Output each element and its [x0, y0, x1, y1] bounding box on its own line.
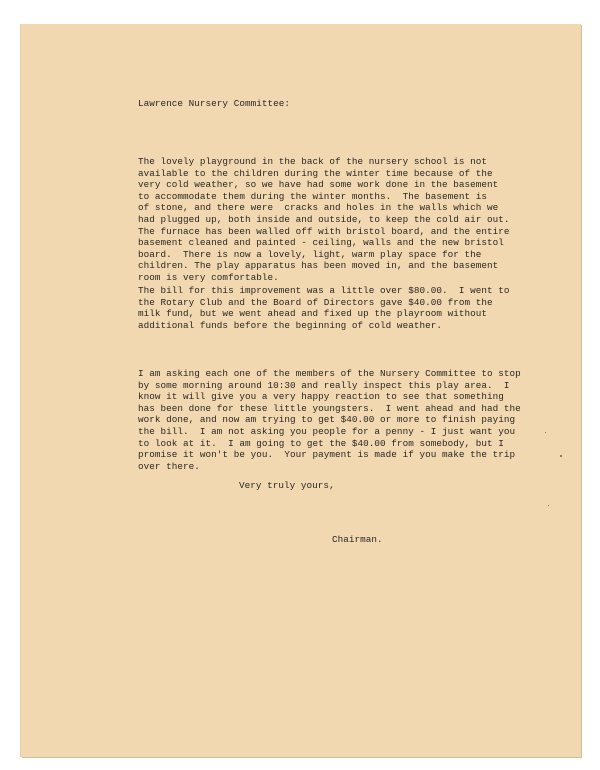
paper-speck	[560, 455, 562, 457]
signature-title: Chairman.	[332, 534, 383, 545]
paragraph-request: I am asking each one of the members of the Nursery Committee to stop by some morning around 10:30 and really inspect this play area. I know it will give you a very happy reaction to see that something has been done for these little youngsters. I went ahead and had the work done, and now am trying to get $40.00 or more to finish paying the bill. I am not asking you people for a penny - I just want you to look at it. I am going to get the $40.00 from somebody, but I promise it won't be you. Your payment is made if you make the trip over there.	[138, 368, 521, 472]
paper-speck	[548, 505, 549, 506]
paper-speck	[545, 432, 546, 433]
salutation: Lawrence Nursery Committee:	[138, 98, 290, 109]
closing: Very truly yours,	[239, 480, 335, 491]
paragraph-bill: The bill for this improvement was a little over $80.00. I went to the Rotary Club and the Board of Directors gave $40.00 from the milk fund, but we went ahead and fixed up the playroom without additional funds before the beginning of cold weather.	[138, 285, 510, 331]
paragraph-playground: The lovely playground in the back of the nursery school is not available to the children during the winter time because of the very cold weather, so we have had some work done in the basement to accommodate them during the winter months. The basement is of stone, and there were cracks and holes in the walls which we had plugged up, both inside and outside, to keep the cold air out. The furnace has been walled off with bristol board, and the entire basement cleaned and painted - ceiling, walls and the new bristol board. There is now a lovely, light, warm play space for the children. The play apparatus has been moved in, and the basement room is very comfortable.	[138, 156, 510, 283]
